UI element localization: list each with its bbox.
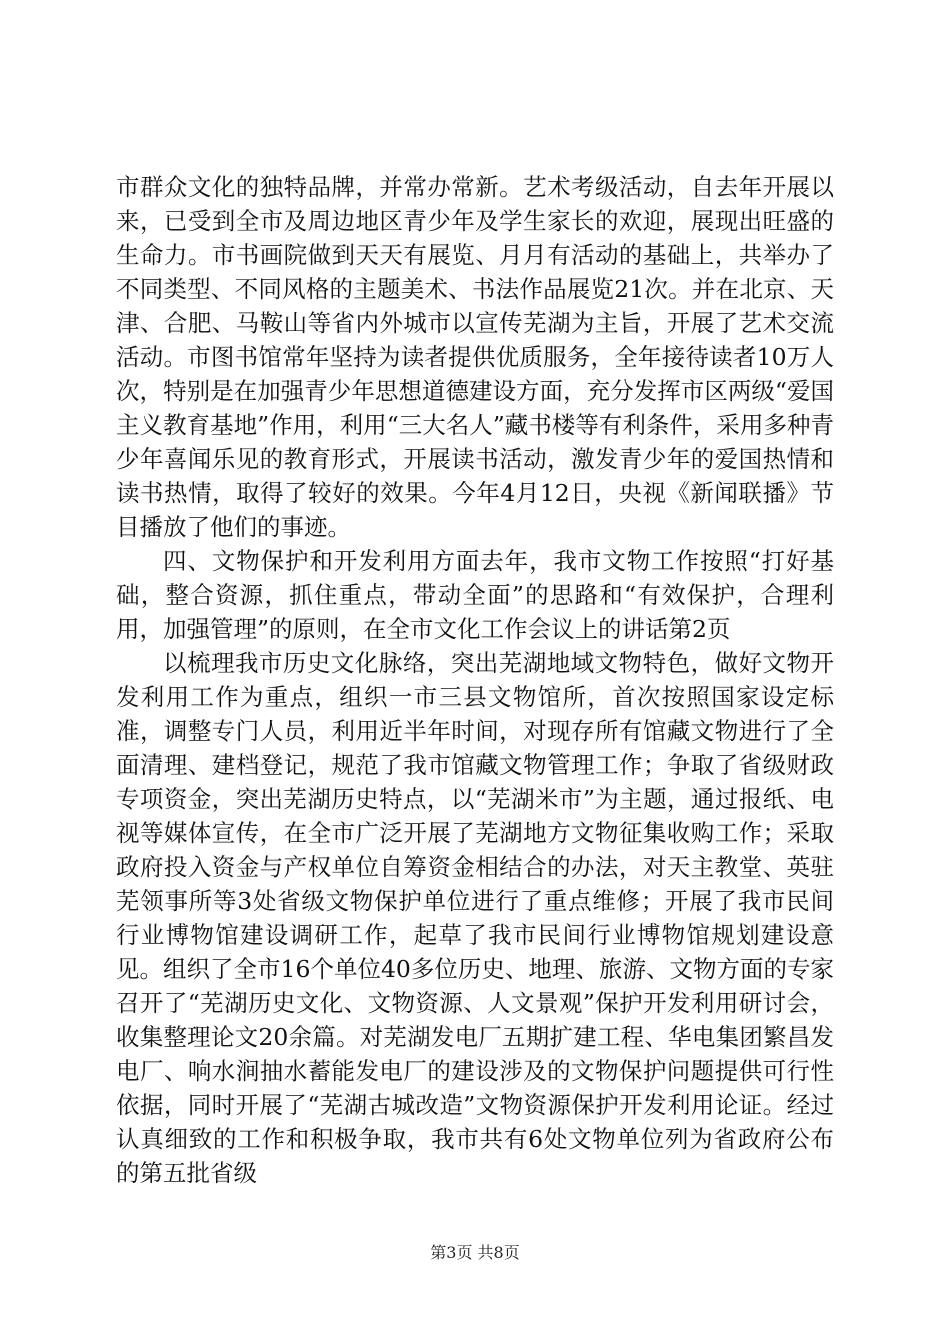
paragraph-section-four: 四、文物保护和开发利用方面去年，我市文物工作按照“打好基础，整合资源，抓住重点，带动全面”的思路和“有效保护，合理利用，加强管理”的原则，在全市文化工作会议上的讲话第2页 xyxy=(116,547,834,643)
page-number-footer: 第3页 共8页 xyxy=(430,1243,520,1262)
paragraph-cultural-relics: 以梳理我市历史文化脉络，突出芜湖地域文物特色，做好文物开发利用工作为重点，组织一市三县文物馆所，首次按照国家设定标准，调整专门人员，利用近半年时间，对现存所有馆藏文物进行了全面清理、建档登记，规范了我市馆藏文物管理工作；争取了省级财政专项资金，突出芜湖历史特点，以“芜湖米市”为主题，通过报纸、电视等媒体宣传，在全市广泛开展了芜湖地方文物征集收购工作；采取政府投入资金与产权单位自筹资金相结合的办法，对天主教堂、英驻芜领事所等3处省级文物保护单位进行了重点维修；开展了我市民间行业博物馆建设调研工作，起草了我市民间行业博物馆规划建设意见。组织了全市16个单位40多位历史、地理、旅游、文物方面的专家召开了“芜湖历史文化、文物资源、人文景观”保护开发利用研讨会，收集整理论文20余篇。对芜湖发电厂五期扩建工程、华电集团繁昌发电厂、响水涧抽水蓄能发电厂的建设涉及的文物保护问题提供可行性依据，同时开展了“芜湖古城改造”文物资源保护开发利用论证。经过认真细致的工作和积极争取，我市共有6处文物单位列为省政府公布的第五批省级 xyxy=(116,649,834,1187)
paragraph-continuation: 市群众文化的独特品牌，并常办常新。艺术考级活动，自去年开展以来，已受到全市及周边地区青少年及学生家长的欢迎，展现出旺盛的生命力。市书画院做到天天有展览、月月有活动的基础上，共举办了不同类型、不同风格的主题美术、书法作品展览21次。并在北京、天津、合肥、马鞍山等省内外城市以宣传芜湖为主旨，开展了艺术交流活动。市图书馆常年坚持为读者提供优质服务，全年接待读者10万人次，特别是在加强青少年思想道德建设方面，充分发挥市区两级“爱国主义教育基地”作用，利用“三大名人”藏书楼等有利条件，采用多种青少年喜闻乐见的教育形式，开展读书活动，激发青少年的爱国热情和读书热情，取得了较好的效果。今年4月12日，央视《新闻联播》节目播放了他们的事迹。 xyxy=(116,173,834,541)
document-body xyxy=(116,170,834,1190)
